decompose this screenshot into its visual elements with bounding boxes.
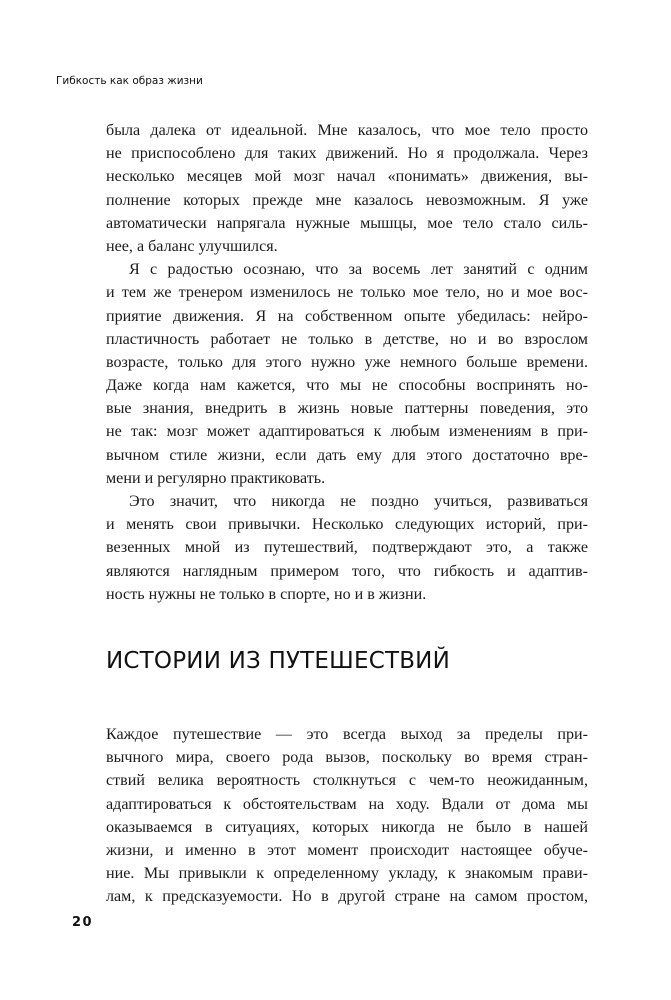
- text-line: и менять свои привычки. Несколько следующих историй, при-: [106, 516, 588, 534]
- text-line: приятие движения. Я на собственном опыте убедилась: нейро-: [106, 307, 588, 325]
- text-line: вычного мира, своего рода вызов, поскольку во время стран-: [106, 749, 588, 767]
- text-line: лам, к предсказуемости. Но в другой стране на самом простом,: [106, 888, 588, 906]
- text-line: являются наглядным примером того, что гибкость и адаптив-: [106, 562, 588, 580]
- text-line: Каждое путешествие — это всегда выход за пределы при-: [106, 726, 588, 743]
- text-line: ние. Мы привыкли к определенному укладу, к знакомым прави-: [106, 865, 588, 883]
- body-text-block: [106, 723, 588, 909]
- text-line: полнение которых прежде мне казалось невозможным. Я уже: [106, 191, 588, 209]
- text-line: не так: мозг может адаптироваться к любым изменениям в при-: [106, 423, 588, 441]
- text-line: Даже когда нам кажется, что мы не способны воспринять но-: [106, 377, 588, 395]
- text-line: и тем же тренером изменилось не только мое тело, но и мое вос-: [106, 284, 588, 302]
- text-line: была далека от идеальной. Мне казалось, что мое тело просто: [106, 122, 588, 139]
- text-line: несколько месяцев мой мозг начал «понимать» движения, вы-: [106, 168, 588, 186]
- body-text-block: [106, 119, 588, 606]
- text-line: нее, а баланс улучшился.: [106, 237, 278, 255]
- text-line: оказываемся в ситуациях, которых никогда не было в нашей: [106, 818, 588, 836]
- text-line: жизни, и именно в этот момент происходит настоящее обуче-: [106, 841, 588, 859]
- text-line: адаптироваться к обстоятельствам на ходу. Вдали от дома мы: [106, 795, 588, 813]
- text-line: Это значит, что никогда не поздно учиться, развиваться: [129, 493, 588, 510]
- text-line: пластичность работает не только в детстве, но и во взрослом: [106, 330, 588, 348]
- text-line: вые знания, внедрить в жизнь новые паттерны поведения, это: [106, 400, 588, 418]
- text-line: везенных мной из путешествий, подтверждают это, а также: [106, 539, 588, 557]
- text-line: вычном стиле жизни, если дать ему для этого достаточно вре-: [106, 446, 588, 464]
- text-line: автоматически напрягала нужные мышцы, мое тело стало силь-: [106, 214, 588, 232]
- text-line: ность нужны не только в спорте, но и в жизни.: [106, 585, 427, 603]
- text-line: мени и регулярно практиковать.: [106, 469, 326, 487]
- text-line: возрасте, только для этого нужно уже немного больше времени.: [106, 353, 588, 371]
- text-line: не приспособлено для таких движений. Но я продолжала. Через: [106, 145, 588, 163]
- text-line: ствий велика вероятность столкнуться с чем-то неожиданным,: [106, 772, 588, 790]
- section-title: ИСТОРИИ ИЗ ПУТЕШЕСТВИЙ: [106, 648, 450, 674]
- running-head: Гибкость как образ жизни: [56, 75, 203, 87]
- page-number: 20: [72, 915, 94, 930]
- text-line: Я с радостью осознаю, что за восемь лет занятий с одним: [129, 261, 588, 279]
